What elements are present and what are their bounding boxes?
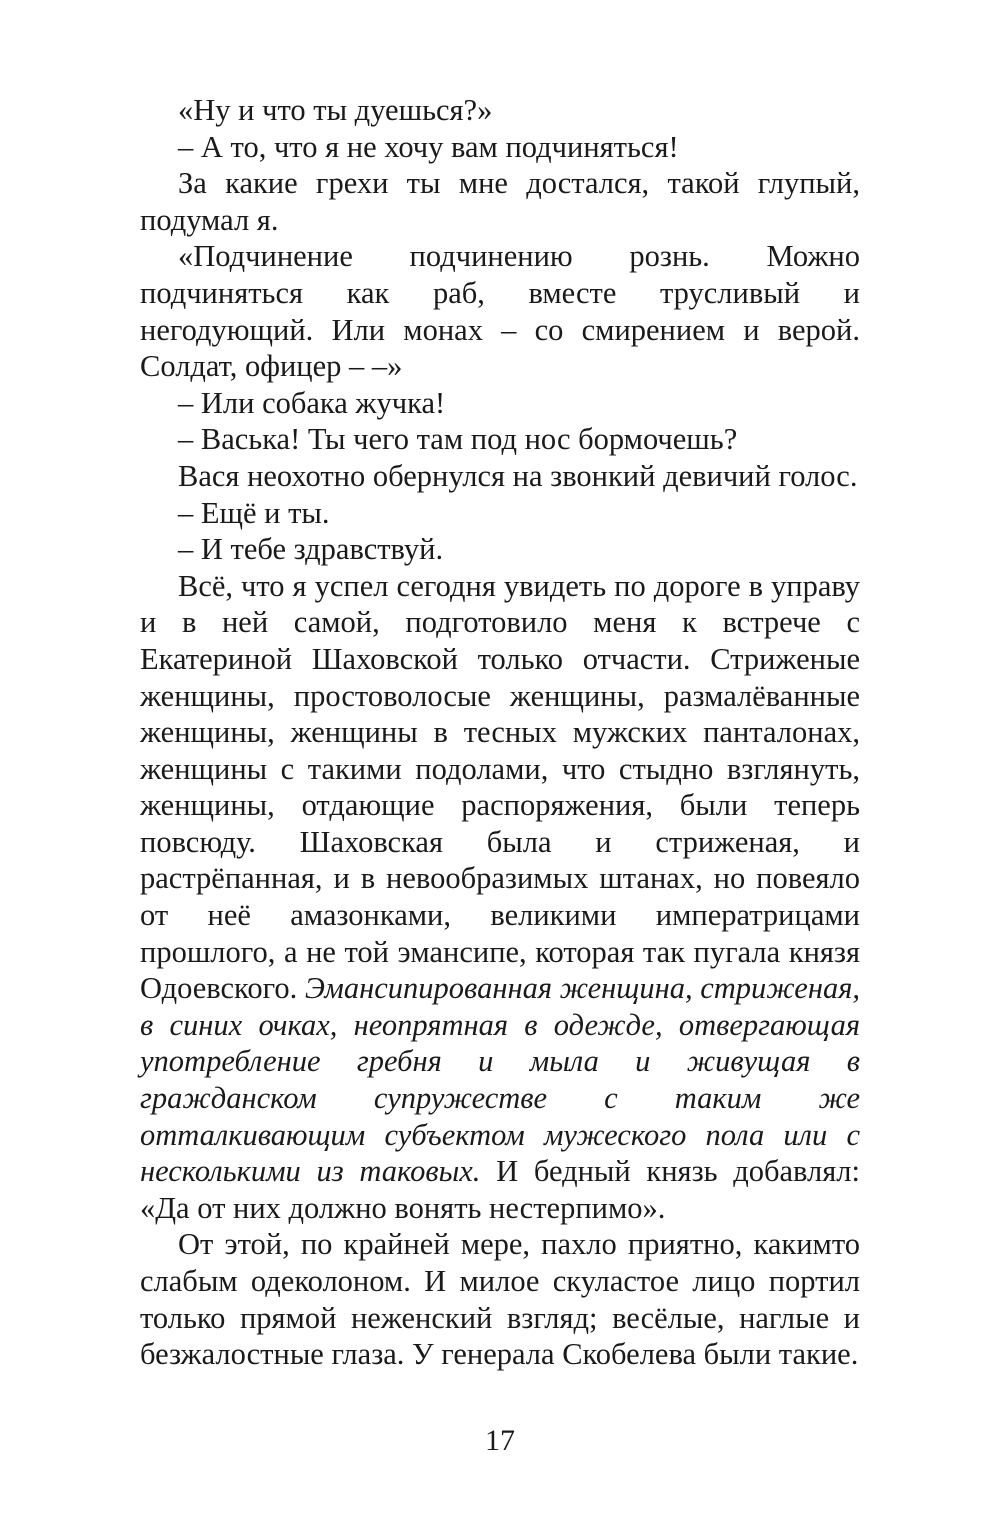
paragraph-text: И бедный князь добавлял: «Да от них должно вонять нестерпимо».: [140, 1154, 861, 1225]
paragraph: – И тебе здравствуй.: [178, 532, 444, 567]
paragraph: «Подчинение подчинению рознь. Можно подчиняться как раб, вместе трусливый и негодующий. Или монах – со смирением и верой. Солдат, офицер – –»: [140, 239, 860, 384]
paragraph: – Ещё и ты.: [178, 495, 330, 530]
paragraph: За какие грехи ты мне достался, такой глупый, подумал я.: [140, 166, 860, 237]
paragraph: – Васька! Ты чего там под нос бормочешь?: [178, 422, 738, 457]
paragraph: От этой, по крайней мере, пахло приятно, какимто слабым одеколоном. И милое скуластое лицо портил только прямой неженский взгляд; весёлые, наглые и безжалостные глаза. У генерала Скобелева были такие.: [140, 1227, 860, 1372]
page-text: [140, 92, 860, 1373]
paragraph: – Или собака жучка!: [178, 385, 446, 420]
paragraph-text: Всё, что я успел сегодня увидеть по дороге в управу и в ней самой, подготовило меня к встрече с Екатериной Шаховской только отчасти. Стриженые женщины, простоволосые женщины, размалёванные женщины, женщины в тесных мужских панталонах, женщины с такими подолами, что стыдно взглянуть, женщины, отдающие распоряжения, были теперь повсюду. Шаховская была и стриженая, и растрёпанная, и в невообразимых штанах, но повеяло от неё амазонками, великими императрицами прошлого, а не той эмансипе, которая так пугала князя Одоевского.: [140, 568, 860, 1006]
paragraph: Вася неохотно обернулся на звонкий девичий голос.: [178, 458, 858, 493]
page-number: 17: [485, 1424, 515, 1457]
paragraph-mixed: [140, 568, 860, 1227]
italic-quote: Эмансипированная женщина, стриженая, в синих очках, неопрятная в одежде, отвергающая употребление гребня и мыла и живущая в гражданском супружестве с таким же отталкивающим субъектом мужеского пола или с несколькими из таковых.: [140, 971, 860, 1189]
paragraph: «Ну и что ты дуешься?»: [178, 93, 493, 127]
paragraph: – А то, что я не хочу вам подчиняться!: [178, 129, 679, 164]
